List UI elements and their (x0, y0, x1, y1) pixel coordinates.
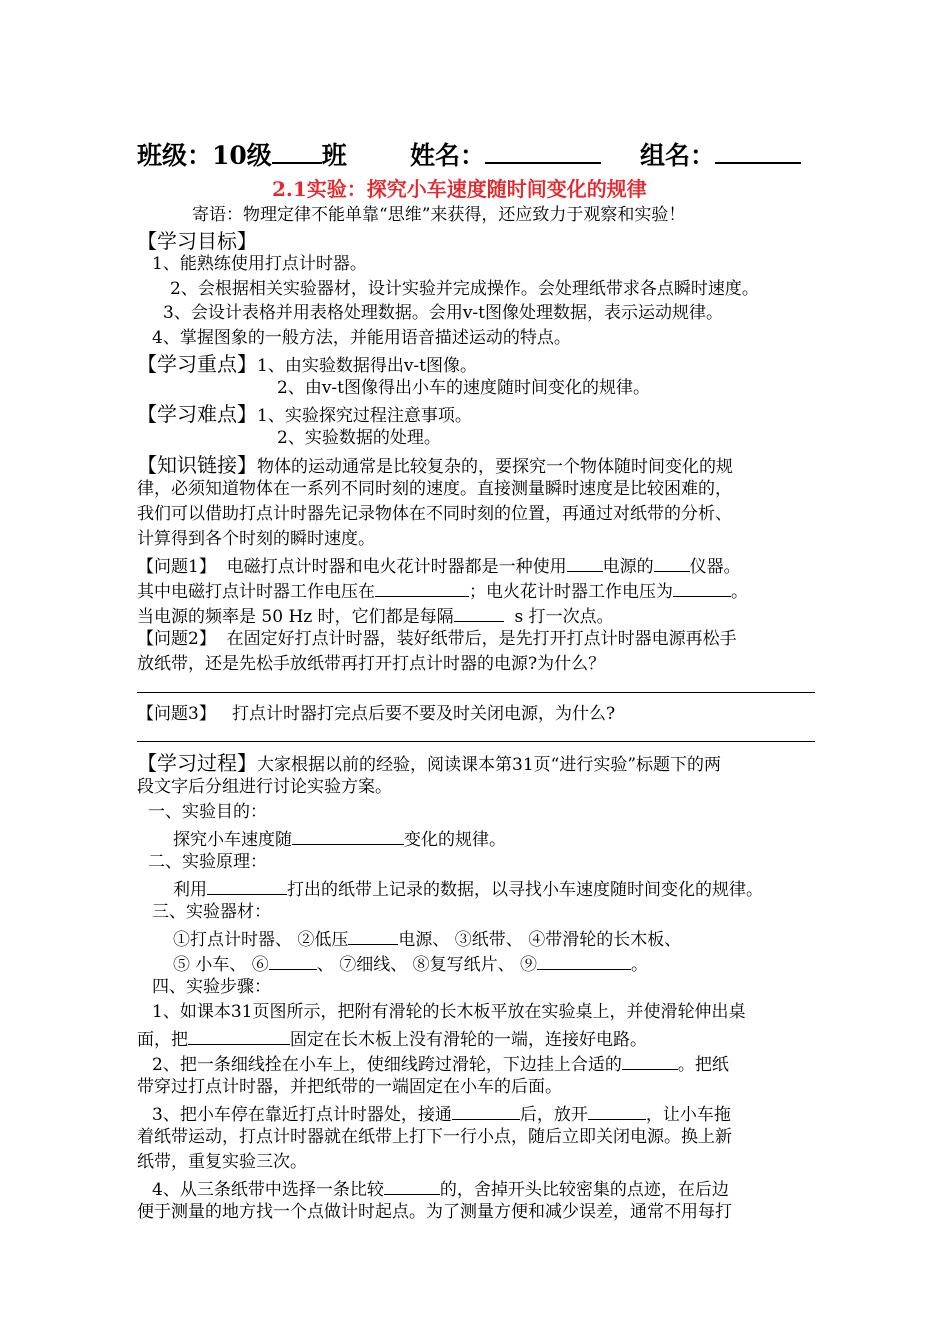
materials-text-1b: 电源、 ③纸带、 ④带滑轮的长木板、 (398, 930, 682, 950)
q1-blank-current-type[interactable] (567, 553, 603, 572)
q1-line-3 (137, 603, 614, 628)
process-text-1: 大家根据以前的经验，阅读课本第31页“进行实验”标题下的两 (257, 755, 722, 775)
q3-text-1: 打点计时器打完点后要不要及时关闭电源，为什么? (232, 704, 616, 724)
q1-line-1 (137, 553, 741, 578)
q3-label: 【问题3】 (137, 704, 216, 724)
difficulty-2: 2、实验数据的处理。 (277, 428, 441, 448)
knowledge-text-1: 物体的运动通常是比较复杂的，要探究一个物体随时间变化的规 (257, 457, 733, 477)
name-blank[interactable] (485, 136, 601, 164)
q1-text-3b: s 打一次点。 (514, 607, 614, 627)
q2-text-1: 在固定好打点计时器，装好纸带后，是先打开打点计时器电源再松手 (226, 629, 737, 649)
step2-text-1a: 2、把一条细线拴在小车上，使细线跨过滑轮，下边挂上合适的 (152, 1055, 622, 1075)
step3-text-1c: ，让小车拖 (645, 1105, 731, 1125)
process-text-2: 段文字后分组进行讨论实验方案。 (137, 777, 392, 797)
q2-answer-line[interactable] (137, 692, 815, 693)
q1-line-2 (137, 578, 748, 603)
difficulty-1: 1、实验探究过程注意事项。 (257, 406, 472, 426)
q1-blank-instrument[interactable] (654, 553, 690, 572)
step4-text-1a: 4、从三条纸带中选择一条比较 (152, 1180, 384, 1200)
q1-blank-interval[interactable] (454, 603, 504, 622)
step1-text-2b: 固定在长木板上没有滑轮的一端，连接好电路。 (290, 1030, 647, 1050)
name-label: 姓名： (410, 141, 486, 170)
step3-text-3: 纸带，重复实验三次。 (137, 1152, 307, 1172)
step4-line-1 (152, 1176, 729, 1201)
goal-item-3: 3、会设计表格并用表格处理数据。会用v-t图像处理数据，表示运动规律。 (163, 303, 723, 323)
knowledge-text-2: 律，必须知道物体在一系列不同时刻的速度。直接测量瞬时速度是比较困难的， (137, 479, 732, 499)
step3-text-1a: 3、把小车停在靠近打点计时器处，接通 (152, 1105, 452, 1125)
step4-text-1b: 的，舍掉开头比较密集的点迹，在后边 (439, 1180, 729, 1200)
step1-blank[interactable] (188, 1026, 290, 1045)
materials-line-1 (173, 926, 681, 951)
q1-text-1a: 电磁打点计时器和电火花计时器都是一种使用 (226, 557, 567, 577)
q1-text-2b: ；电火花计时器工作电压为 (469, 582, 673, 602)
step2-line-1 (152, 1051, 729, 1076)
section-steps-heading: 四、实验步骤： (152, 977, 271, 997)
q1-blank-spark-voltage[interactable] (673, 578, 731, 597)
materials-blank-9[interactable] (537, 951, 631, 970)
goals-heading: 【学习目标】 (137, 229, 257, 253)
q1-label: 【问题1】 (137, 557, 216, 577)
materials-line-2 (173, 951, 648, 976)
q1-text-1c: 仪器。 (689, 557, 741, 577)
purpose-line (173, 826, 506, 851)
class-blank[interactable] (272, 136, 322, 164)
key-point-2: 2、由v-t图像得出小车的速度随时间变化的规律。 (277, 378, 650, 398)
principle-blank[interactable] (207, 876, 287, 895)
step3-line-1 (152, 1101, 731, 1126)
process-line-1 (137, 751, 721, 776)
q1-blank-em-voltage[interactable] (375, 578, 469, 597)
principle-text-b: 打出的纸带上记录的数据，以寻找小车速度随时间变化的规律。 (287, 880, 763, 900)
materials-text-2a: ⑤ 小车、 ⑥ (173, 955, 269, 975)
knowledge-text-3: 我们可以借助打点计时器先记录物体在不同时刻的位置，再通过对纸带的分析、 (137, 504, 732, 524)
q2-text-2: 放纸带，还是先松手放纸带再打开打点计时器的电源?为什么？ (137, 654, 606, 674)
motto: 寄语：物理定律不能单靠“思维”来获得，还应致力于观察和实验！ (192, 205, 686, 225)
purpose-text-a: 探究小车速度随 (173, 830, 292, 850)
knowledge-text-4: 计算得到各个时刻的瞬时速度。 (137, 529, 375, 549)
goal-item-4: 4、掌握图象的一般方法，并能用语音描述运动的特点。 (152, 328, 571, 348)
key-points-line-1 (137, 352, 477, 377)
class-suffix: 班 (321, 141, 347, 170)
materials-text-2b: 、 ⑦细线、 ⑧复写纸片、 ⑨ (316, 955, 538, 975)
materials-blank-voltage[interactable] (348, 926, 398, 945)
q3-answer-line[interactable] (137, 741, 815, 742)
group-line (640, 136, 801, 171)
materials-text-2c: 。 (631, 955, 649, 975)
purpose-text-b: 变化的规律。 (404, 830, 506, 850)
page-title: 2.1实验：探究小车速度随时间变化的规律 (272, 177, 647, 201)
class-name-group-line (137, 136, 347, 171)
name-line (410, 136, 601, 171)
step1-line-2 (137, 1026, 647, 1051)
step4-text-2: 便于测量的地方找一个点做计时起点。为了测量方便和减少误差，通常不用每打 (137, 1202, 732, 1222)
goal-item-2: 2、会根据相关实验器材，设计实验并完成操作。会处理纸带求各点瞬时速度。 (170, 279, 759, 299)
principle-line (173, 876, 763, 901)
q2-label: 【问题2】 (137, 629, 216, 649)
q3-line-1 (137, 703, 615, 725)
section-materials-heading: 三、实验器材： (152, 902, 271, 922)
q1-text-2a: 其中电磁打点计时器工作电压在 (137, 582, 375, 602)
step1-text-2a: 面，把 (137, 1030, 188, 1050)
q1-text-1b: 电源的 (602, 557, 654, 577)
section-principle-heading: 二、实验原理： (148, 852, 267, 872)
class-label: 班级：10级 (137, 141, 272, 170)
process-heading: 【学习过程】 (137, 751, 257, 775)
q2-line-1 (137, 628, 737, 650)
step2-text-2: 带穿过打点计时器，并把纸带的一端固定在小车的后面。 (137, 1077, 562, 1097)
knowledge-line-1 (137, 453, 733, 478)
materials-blank-6[interactable] (269, 951, 317, 970)
step3-text-2: 着纸带运动，打点计时器就在纸带上打下一行小点，随后立即关闭电源。换上新 (137, 1127, 732, 1147)
q1-text-3a: 当电源的频率是 50 Hz 时，它们都是每隔 (137, 607, 454, 627)
step1-text-1: 1、如课本31页图所示，把附有滑轮的长木板平放在实验桌上，并使滑轮伸出桌 (152, 1002, 746, 1022)
principle-text-a: 利用 (173, 880, 207, 900)
step2-text-1b: 。把纸 (677, 1055, 729, 1075)
section-purpose-heading: 一、实验目的： (148, 802, 267, 822)
step3-text-1b: 后，放开 (519, 1105, 588, 1125)
step3-blank-connect[interactable] (452, 1101, 520, 1120)
key-points-heading: 【学习重点】 (137, 352, 257, 376)
q1-text-2c: 。 (731, 582, 748, 602)
materials-text-1a: ①打点计时器、 ②低压 (173, 930, 349, 950)
group-label: 组名： (640, 141, 716, 170)
step2-blank[interactable] (622, 1051, 678, 1070)
key-point-1: 1、由实验数据得出v-t图像。 (257, 356, 477, 376)
step3-blank-release[interactable] (588, 1101, 646, 1120)
knowledge-heading: 【知识链接】 (137, 453, 257, 477)
step4-blank[interactable] (384, 1176, 440, 1195)
goal-item-1: 1、能熟练使用打点计时器。 (152, 254, 367, 274)
purpose-blank[interactable] (292, 826, 404, 845)
difficulties-line-1 (137, 402, 472, 427)
difficulties-heading: 【学习难点】 (137, 402, 257, 426)
group-blank[interactable] (715, 136, 801, 164)
